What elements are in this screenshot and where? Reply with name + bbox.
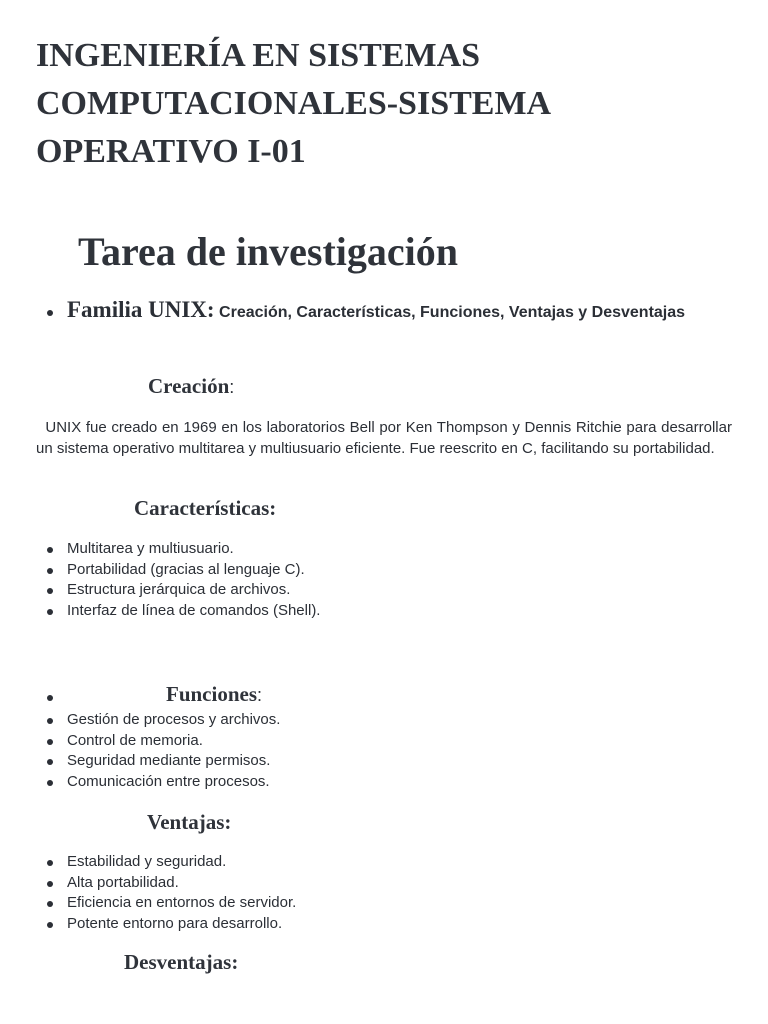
list-item <box>46 852 736 873</box>
bullet-dot-icon <box>47 310 53 316</box>
bullet-dot-icon <box>47 860 53 866</box>
family-unix-heading <box>67 294 732 328</box>
list-item <box>46 772 736 793</box>
advantages-list <box>46 852 736 934</box>
functions-heading-text: Funciones <box>166 682 258 706</box>
bullet-dot-icon <box>47 695 53 701</box>
functions-list <box>46 710 736 792</box>
list-item <box>46 751 736 772</box>
list-item-text: Seguridad mediante permisos. <box>67 752 271 769</box>
list-item <box>46 601 736 622</box>
list-item <box>46 580 736 601</box>
list-item <box>46 731 736 752</box>
list-item <box>46 873 736 894</box>
list-item-text: Control de memoria. <box>67 731 203 749</box>
creation-heading <box>148 374 234 399</box>
bullet-dot-icon <box>47 780 53 786</box>
list-item-text: Eficiencia en entornos de servidor. <box>67 894 297 911</box>
bullet-dot-icon <box>47 881 53 887</box>
creation-paragraph <box>36 417 732 459</box>
list-item-text: Gestión de procesos y archivos. <box>67 711 281 728</box>
creation-heading-colon: : <box>229 377 235 397</box>
bullet-dot-icon <box>47 901 53 907</box>
list-item-text: Multitarea y multiusuario. <box>67 540 234 557</box>
creation-text: UNIX fue creado en 1969 en los laboratorios Bell por Ken Thompson y Dennis Ritchie para desarrollar un sistema operativo multitarea y multiusuario eficiente. Fue reescrito en C, facilitando su portabilidad. <box>36 419 732 457</box>
bullet-dot-icon <box>47 568 53 574</box>
list-item-text: Portabilidad (gracias al lenguaje C). <box>67 560 305 578</box>
bullet-dot-icon <box>47 547 53 553</box>
list-item-text: Estructura jerárquica de archivos. <box>67 581 291 598</box>
bullet-dot-icon <box>47 588 53 594</box>
assignment-subtitle: Tarea de investigación <box>78 229 459 274</box>
family-label: Familia UNIX: <box>67 297 215 322</box>
bullet-dot-icon <box>47 718 53 724</box>
features-heading: Características: <box>134 496 277 520</box>
document-title: INGENIERÍA EN SISTEMAS COMPUTACIONALES-SISTEMA OPERATIVO I-01 <box>36 37 550 170</box>
family-topics: Creación, Características, Funciones, Ventajas y Desventajas <box>219 304 686 321</box>
list-item <box>46 560 736 581</box>
list-item <box>46 914 736 935</box>
list-item-text: Comunicación entre procesos. <box>67 772 270 790</box>
bullet-dot-icon <box>47 922 53 928</box>
disadvantages-heading: Desventajas: <box>124 950 239 974</box>
bullet-dot-icon <box>47 759 53 765</box>
list-item <box>46 710 736 731</box>
advantages-heading: Ventajas: <box>147 810 232 834</box>
creation-heading-text: Creación <box>148 374 230 398</box>
functions-heading-colon: : <box>257 685 263 705</box>
features-list <box>46 539 736 621</box>
list-item-text: Alta portabilidad. <box>67 873 179 891</box>
list-item-text: Interfaz de línea de comandos (Shell). <box>67 601 321 619</box>
list-item-text: Estabilidad y seguridad. <box>67 853 227 870</box>
bullet-dot-icon <box>47 739 53 745</box>
list-item <box>46 893 736 914</box>
list-item-text: Potente entorno para desarrollo. <box>67 914 283 932</box>
list-item <box>46 539 736 560</box>
functions-heading <box>166 682 262 707</box>
bullet-dot-icon <box>47 609 53 615</box>
